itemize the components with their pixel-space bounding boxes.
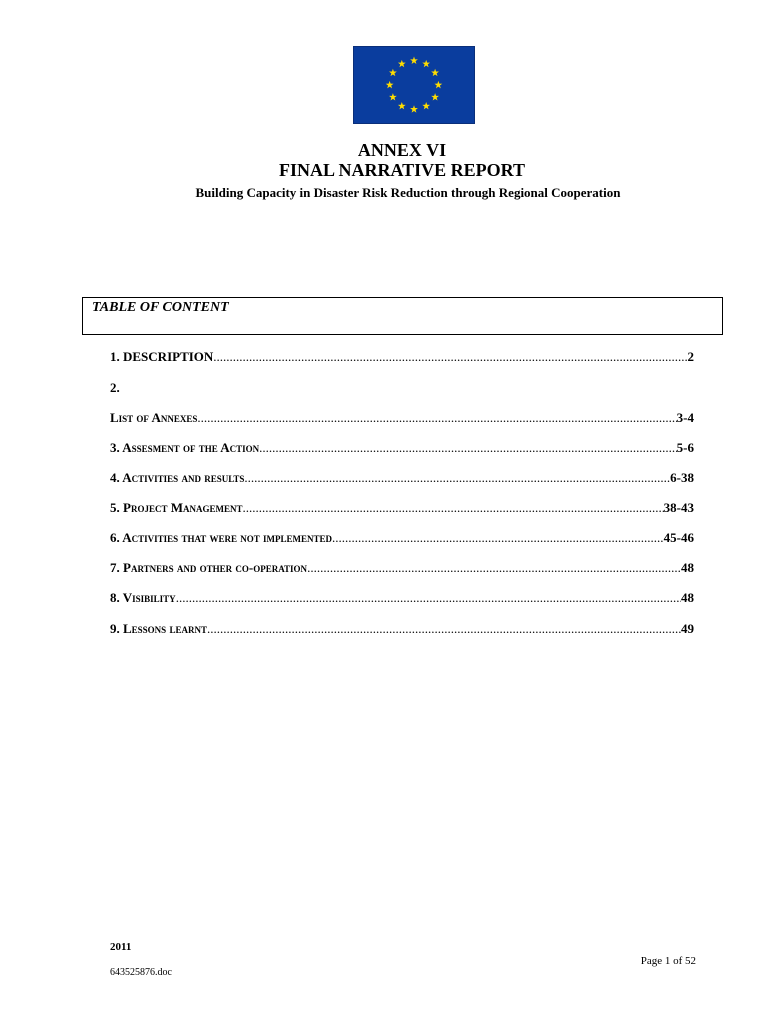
star-icon: [422, 60, 430, 67]
toc-entry-page: 38-43: [663, 500, 694, 515]
toc-leader-dots: [259, 440, 677, 456]
toc-entry-visibility[interactable]: [110, 590, 694, 606]
footer-year: 2011: [110, 941, 132, 953]
toc-entry-not-implemented[interactable]: [110, 530, 694, 546]
toc-entry-label: 5. Project Management: [110, 500, 243, 515]
eu-flag-stars: [354, 47, 474, 123]
star-icon: [398, 102, 406, 109]
toc-leader-dots: [176, 590, 681, 606]
footer-page-number: Page 1 of 52: [640, 955, 696, 967]
toc-entry-page: 5-6: [676, 440, 694, 455]
eu-flag-icon: [353, 46, 475, 124]
toc-leader-dots: [207, 621, 681, 637]
star-icon: [389, 69, 397, 76]
toc-entry-list-of-annexes[interactable]: [110, 410, 694, 426]
star-icon: [410, 105, 418, 112]
toc-leader-dots: [244, 470, 670, 486]
toc-entry-label: 3. Assesment of the Action: [110, 440, 260, 455]
star-icon: [386, 81, 394, 88]
toc-entry-description[interactable]: [110, 349, 694, 365]
toc-entry-label: List of Annexes: [110, 410, 198, 425]
toc-entry-label: 6. Activities that were not implemented: [110, 530, 333, 545]
star-icon: [398, 60, 406, 67]
toc-entry-page: 45-46: [663, 530, 694, 545]
star-icon: [422, 102, 430, 109]
annex-title: ANNEX VI: [357, 140, 447, 160]
toc-entry-label: 1. DESCRIPTION: [110, 349, 214, 364]
report-title: FINAL NARRATIVE REPORT: [278, 160, 526, 180]
toc-entry-partners[interactable]: [110, 560, 694, 576]
report-subtitle: Building Capacity in Disaster Risk Reduction through Regional Cooperation: [195, 185, 621, 200]
toc-leader-dots: [332, 530, 664, 546]
toc-heading-box: [82, 297, 723, 335]
toc-entry-label: 2.: [110, 380, 120, 395]
footer-filename: 643525876.doc: [110, 967, 172, 978]
toc-entry-label: 4. Activities and results: [110, 470, 245, 485]
toc-entry-label: 8. Visibility: [110, 590, 176, 605]
toc-entry-page: 3-4: [676, 410, 694, 425]
toc-entry-lessons-learnt[interactable]: [110, 621, 694, 637]
star-icon: [410, 57, 418, 64]
toc-heading: TABLE OF CONTENT: [92, 300, 229, 315]
toc-entry-page: 49: [681, 621, 694, 636]
toc-entry-label: 9. Lessons learnt: [110, 621, 207, 636]
toc-entry-activities-results[interactable]: [110, 470, 694, 486]
toc-entry-assessment[interactable]: [110, 440, 694, 456]
star-icon: [431, 69, 439, 76]
toc-entry-project-management[interactable]: [110, 500, 694, 516]
toc-entry-label: 7. Partners and other co-operation: [110, 560, 308, 575]
toc-leader-dots: [197, 410, 676, 426]
toc-leader-dots: [242, 500, 663, 516]
toc-entry-page: 48: [681, 590, 694, 605]
star-icon: [431, 93, 439, 100]
toc-entry-page: 6-38: [670, 470, 694, 485]
toc-entry-page: 2: [687, 349, 694, 364]
toc-leader-dots: [213, 349, 687, 365]
toc-entry-2[interactable]: [110, 380, 694, 396]
star-icon: [389, 93, 397, 100]
toc-leader-dots: [307, 560, 681, 576]
star-icon: [434, 81, 442, 88]
toc-entry-page: 48: [681, 560, 694, 575]
